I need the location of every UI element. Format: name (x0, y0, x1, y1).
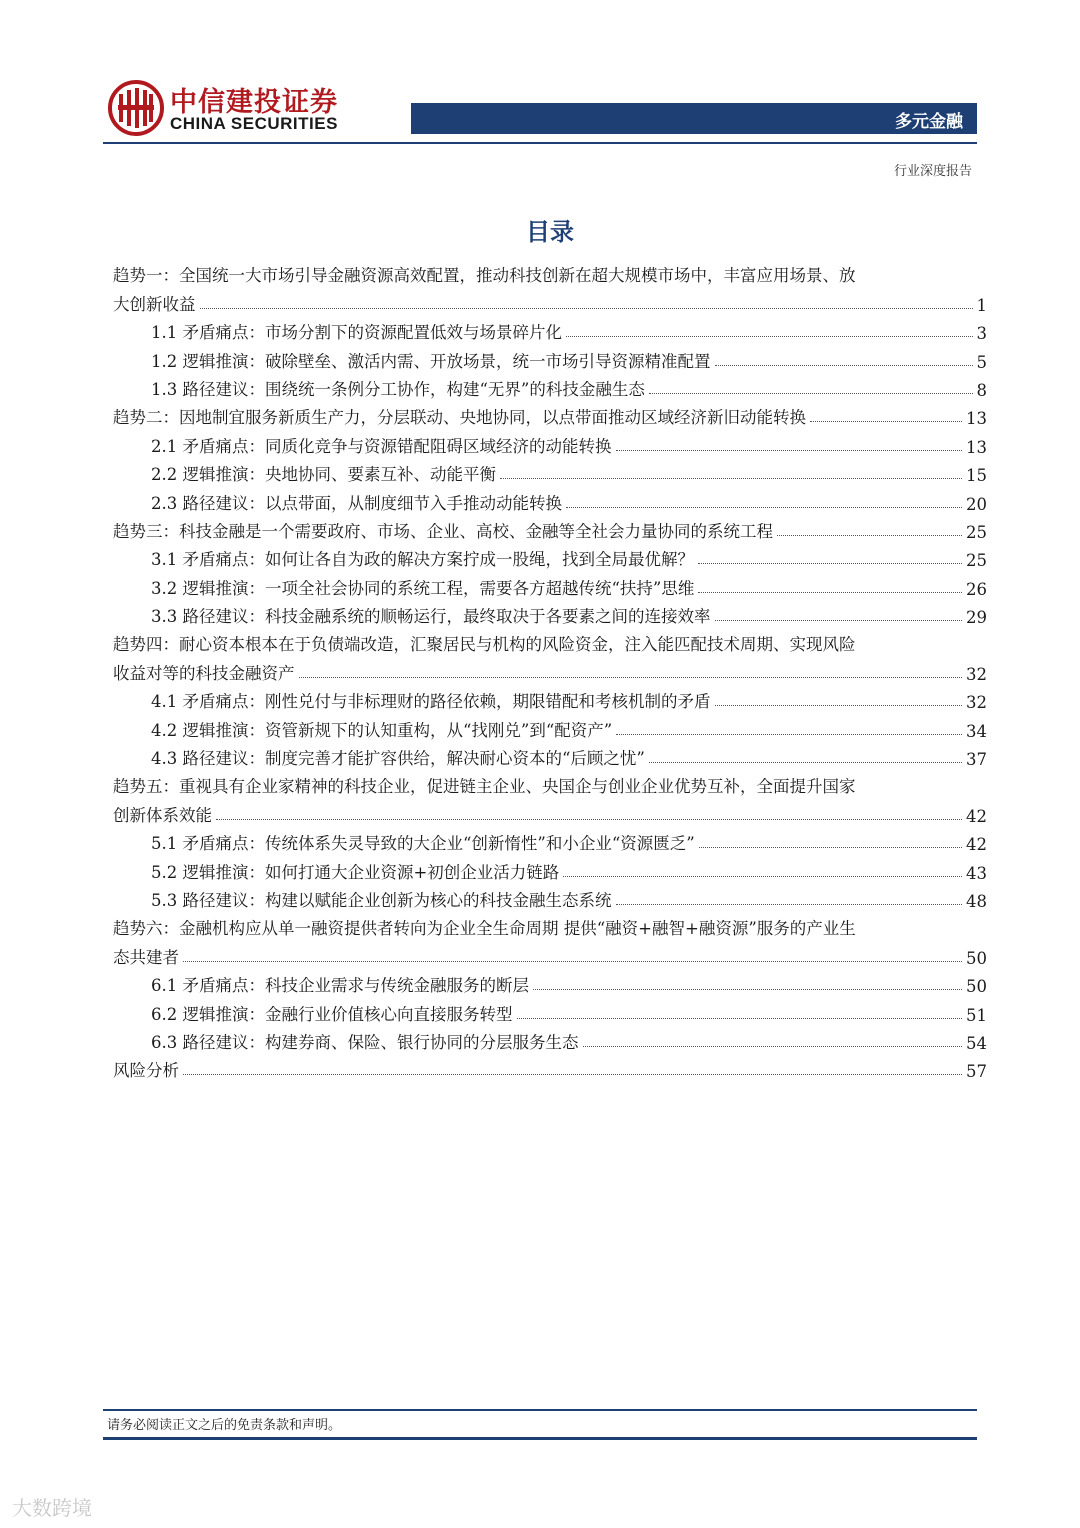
toc-entry[interactable] (113, 854, 987, 882)
china-securities-logo-icon (108, 80, 164, 136)
toc-entry[interactable] (113, 286, 987, 314)
toc-page-number: 5 (976, 352, 987, 372)
toc-entry[interactable] (113, 1025, 987, 1053)
toc-leader-dots (616, 734, 962, 735)
toc-entry-text: 趋势四：耐心资本根本在于负债端改造，汇聚居民与机构的风险资金，注入能匹配技术周期、实现风险 (113, 631, 860, 655)
toc-entry-text: 4.1 矛盾痛点：刚性兑付与非标理财的路径依赖，期限错配和考核机制的矛盾 (151, 688, 715, 712)
toc-title: 目录 (526, 218, 574, 246)
toc-page-number: 26 (966, 579, 987, 599)
toc-leader-dots (777, 535, 962, 536)
toc-entry-text: 4.2 逻辑推演：资管新规下的认知重构，从“找刚兑”到“配资产” (151, 717, 616, 741)
toc-leader-dots (500, 478, 962, 479)
toc-page-number: 50 (966, 977, 987, 997)
brand-name-en: CHINA SECURITIES (170, 114, 338, 133)
toc-entry[interactable] (113, 769, 987, 797)
toc-entry-text: 5.1 矛盾痛点：传统体系失灵导致的大企业“创新惰性”和小企业“资源匮乏” (151, 830, 699, 854)
toc-entry-text: 6.2 逻辑推演：金融行业价值核心向直接服务转型 (151, 1001, 517, 1025)
toc-page-number: 8 (976, 380, 987, 400)
toc-entry-text: 收益对等的科技金融资产 (113, 660, 299, 684)
toc-page-number: 20 (966, 494, 987, 514)
toc-entry[interactable] (113, 542, 987, 570)
toc-entry-text: 6.1 矛盾痛点：科技企业需求与传统金融服务的断层 (151, 972, 533, 996)
toc-entry[interactable] (113, 655, 987, 683)
toc-entry[interactable] (113, 996, 987, 1024)
toc-entry-text: 6.3 路径建议：构建券商、保险、银行协同的分层服务生态 (151, 1029, 583, 1053)
toc-entry-text: 2.3 路径建议：以点带面，从制度细节入手推动动能转换 (151, 490, 566, 514)
toc-entry-text: 趋势二：因地制宜服务新质生产力，分层联动、央地协同，以点带面推动区域经济新旧动能转换 (113, 404, 810, 428)
toc-page-number: 13 (966, 437, 987, 457)
toc-entry[interactable] (113, 400, 987, 428)
toc-entry[interactable] (113, 457, 987, 485)
toc-entry-text: 3.3 路径建议：科技金融系统的顺畅运行，最终取决于各要素之间的连接效率 (151, 603, 715, 627)
toc-entry-text: 大创新收益 (113, 291, 200, 315)
toc-entry[interactable] (113, 1053, 987, 1081)
toc-entry[interactable] (113, 428, 987, 456)
toc-entry[interactable] (113, 372, 987, 400)
toc-entry[interactable] (113, 599, 987, 627)
toc-entry[interactable] (113, 797, 987, 825)
toc-entry[interactable] (113, 258, 987, 286)
toc-entry[interactable] (113, 826, 987, 854)
document-type: 行业深度报告 (893, 164, 972, 179)
toc-leader-dots (563, 876, 962, 877)
toc-entry-text: 风险分析 (113, 1057, 183, 1081)
toc-page-number: 13 (966, 409, 987, 429)
toc-entry[interactable] (113, 911, 987, 939)
toc-page-number: 25 (966, 551, 987, 571)
toc-page-number: 43 (966, 863, 987, 883)
toc-leader-dots (566, 336, 973, 337)
toc-page-number: 48 (966, 891, 987, 911)
toc-entry[interactable] (113, 883, 987, 911)
toc-page-number: 25 (966, 522, 987, 542)
toc-page-number: 42 (966, 835, 987, 855)
toc-leader-dots (616, 450, 963, 451)
toc-leader-dots (533, 989, 962, 990)
brand-name-cn: 中信建投证券 (170, 87, 338, 118)
footer-disclaimer: 请务必阅读正文之后的免责条款和声明。 (107, 1418, 342, 1433)
footer-divider (103, 1409, 977, 1411)
toc-entry-text: 趋势一：全国统一大市场引导金融资源高效配置，推动科技创新在超大规模市场中，丰富应用场景、放 (113, 262, 860, 286)
toc-entry-text: 2.2 逻辑推演：央地协同、要素互补、动能平衡 (151, 461, 500, 485)
toc-leader-dots (715, 365, 973, 366)
toc-page-number: 51 (966, 1005, 987, 1025)
toc-entry[interactable] (113, 315, 987, 343)
table-of-contents (113, 258, 987, 1081)
toc-leader-dots (698, 563, 962, 564)
toc-page-number: 37 (966, 750, 987, 770)
toc-entry[interactable] (113, 684, 987, 712)
toc-entry-text: 态共建者 (113, 944, 183, 968)
watermark: 大数跨境 (12, 1496, 92, 1520)
toc-entry-text: 2.1 矛盾痛点：同质化竞争与资源错配阻碍区域经济的动能转换 (151, 433, 616, 457)
toc-entry-text: 1.1 矛盾痛点：市场分割下的资源配置低效与场景碎片化 (151, 319, 566, 343)
toc-page-number: 32 (966, 693, 987, 713)
toc-entry-text: 5.3 路径建议：构建以赋能企业创新为核心的科技金融生态系统 (151, 887, 616, 911)
toc-entry[interactable] (113, 712, 987, 740)
page-header (0, 0, 1080, 190)
toc-leader-dots (566, 507, 962, 508)
toc-entry-text: 4.3 路径建议：制度完善才能扩容供给，解决耐心资本的“后顾之忧” (151, 745, 649, 769)
toc-page-number: 32 (966, 664, 987, 684)
toc-leader-dots (698, 592, 962, 593)
toc-entry-text: 3.1 矛盾痛点：如何让各自为政的解决方案拧成一股绳，找到全局最优解？ (151, 546, 698, 570)
footer-divider-bottom (103, 1437, 977, 1440)
toc-entry-text: 趋势六：金融机构应从单一融资提供者转向为企业全生命周期 提供“融资+融智+融资源”服务的产业生 (113, 915, 860, 939)
toc-leader-dots (183, 1074, 962, 1075)
toc-entry-text: 5.2 逻辑推演：如何打通大企业资源+初创企业活力链路 (151, 859, 563, 883)
toc-entry[interactable] (113, 485, 987, 513)
toc-page-number: 54 (966, 1033, 987, 1053)
sector-banner (411, 103, 977, 134)
toc-leader-dots (183, 961, 962, 962)
toc-page-number: 57 (966, 1062, 987, 1082)
toc-entry-text: 1.2 逻辑推演：破除壁垒、激活内需、开放场景，统一市场引导资源精准配置 (151, 348, 715, 372)
toc-entry[interactable] (113, 741, 987, 769)
toc-entry-text: 创新体系效能 (113, 802, 216, 826)
toc-leader-dots (699, 847, 962, 848)
toc-entry[interactable] (113, 514, 987, 542)
toc-entry[interactable] (113, 968, 987, 996)
toc-page-number: 1 (976, 295, 987, 315)
toc-page-number: 42 (966, 806, 987, 826)
toc-leader-dots (216, 819, 962, 820)
header-divider (103, 142, 977, 144)
toc-page-number: 34 (966, 721, 987, 741)
toc-page-number: 29 (966, 608, 987, 628)
toc-entry[interactable] (113, 939, 987, 967)
sector-label: 多元金融 (895, 112, 963, 132)
toc-entry-text: 趋势三：科技金融是一个需要政府、市场、企业、高校、金融等全社会力量协同的系统工程 (113, 518, 777, 542)
toc-page-number: 3 (976, 324, 987, 344)
toc-entry-text: 3.2 逻辑推演：一项全社会协同的系统工程，需要各方超越传统“扶持”思维 (151, 575, 698, 599)
toc-leader-dots (616, 904, 963, 905)
toc-page-number: 50 (966, 948, 987, 968)
toc-leader-dots (810, 421, 962, 422)
toc-leader-dots (583, 1046, 963, 1047)
toc-entry-text: 趋势五：重视具有企业家精神的科技企业，促进链主企业、央国企与创业企业优势互补，全面提升国家 (113, 773, 860, 797)
toc-entry[interactable] (113, 570, 987, 598)
toc-entry[interactable] (113, 627, 987, 655)
toc-leader-dots (299, 677, 963, 678)
toc-leader-dots (517, 1018, 963, 1019)
toc-leader-dots (715, 620, 963, 621)
toc-leader-dots (649, 393, 973, 394)
toc-entry-text: 1.3 路径建议：围绕统一条例分工协作，构建“无界”的科技金融生态 (151, 376, 649, 400)
toc-entry[interactable] (113, 343, 987, 371)
toc-leader-dots (715, 705, 963, 706)
toc-leader-dots (200, 308, 973, 309)
toc-page-number: 15 (966, 466, 987, 486)
toc-leader-dots (649, 762, 962, 763)
